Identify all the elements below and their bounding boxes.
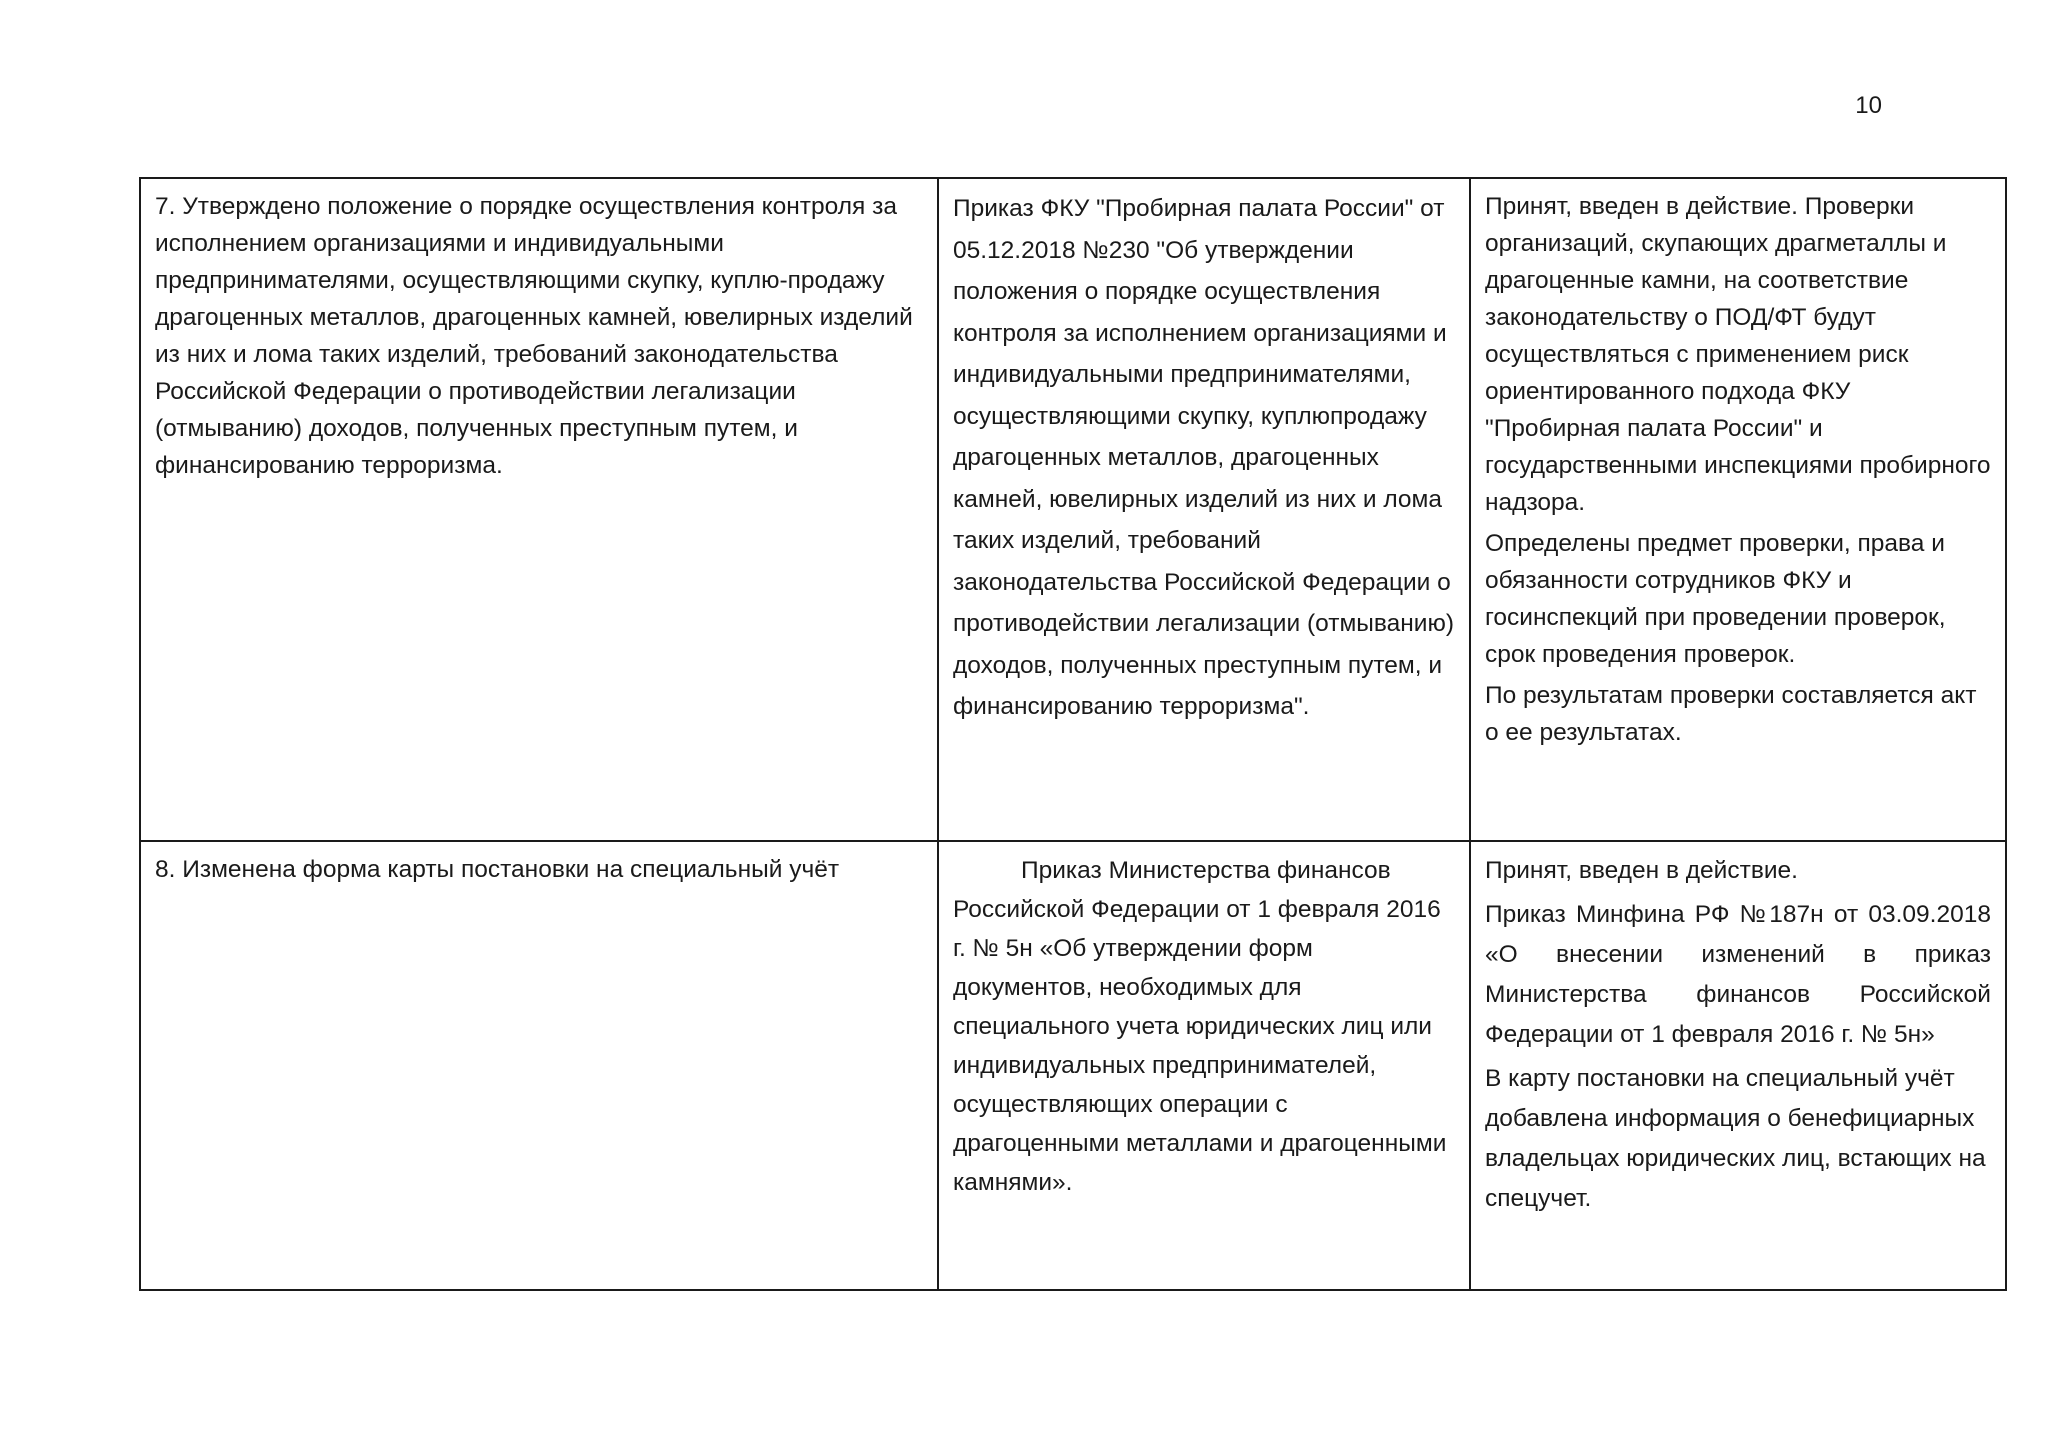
measure-cell [140,841,938,1290]
document-cell [938,178,1470,841]
document-text: Приказ ФКУ "Пробирная палата России" от 05.12.2018 №230 "Об утверждении положения о порядке осуществления контроля за исполнением организациями и индивидуальными предпринимателями, осуществляющими скупку, куплюпродажу драгоценных металлов, драгоценных камней, ювелирных изделий из них и лома таких изделий, требований законодательства Российской Федерации о противодействии легализации (отмыванию) доходов, полученных преступным путем, и финансированию терроризма". [953,195,1455,720]
document-cell [938,841,1470,1290]
table-row [140,178,2006,841]
status-text: Приказ Минфина РФ №187н от 03.09.2018 «О внесении изменений в приказ Министерства финансов Российской Федерации от 1 февраля 2016 г. № 5н» [1485,901,1991,1048]
status-cell [1470,841,2006,1290]
measure-text: 7. Утверждено положение о порядке осуществления контроля за исполнением организациями и индивидуальными предпринимателями, осуществляющими скупку, куплю-продажу драгоценных металлов, драгоценных камней, ювелирных изделий из них и лома таких изделий, требований законодательства Российской Федерации о противодействии легализации (отмыванию) доходов, полученных преступным путем, и финансированию терроризма. [155,193,913,479]
measures-table [139,177,2007,1291]
status-text: Принят, введен в действие. [1485,857,1798,884]
status-text: По результатам проверки составляется акт о ее результатах. [1485,682,1977,746]
measure-cell [140,178,938,841]
page-number: 10 [1855,92,1882,119]
table-row [140,841,2006,1290]
status-text: В карту постановки на специальный учёт добавлена информация о бенефициарных владельцах юридических лиц, встающих на спецучет. [1485,1065,1986,1212]
document-text: Приказ Министерства финансов Российской Федерации от 1 февраля 2016 г. № 5н «Об утверждении форм документов, необходимых для специального учета юридических лиц или индивидуальных предпринимателей, осуществляющих операции с драгоценными металлами и драгоценными камнями». [953,857,1447,1196]
measure-text: 8. Изменена форма карты постановки на специальный учёт [155,856,840,883]
status-cell [1470,178,2006,841]
status-text: Определены предмет проверки, права и обязанности сотрудников ФКУ и госинспекций при проведении проверок, срок проведения проверок. [1485,530,1946,668]
status-text: Принят, введен в действие. Проверки организаций, скупающих драгметаллы и драгоценные камни, на соответствие законодательству о ПОД/ФТ будут осуществляться с применением риск ориентированного подхода ФКУ "Пробирная палата России" и государственными инспекциями пробирного надзора. [1485,193,1991,516]
